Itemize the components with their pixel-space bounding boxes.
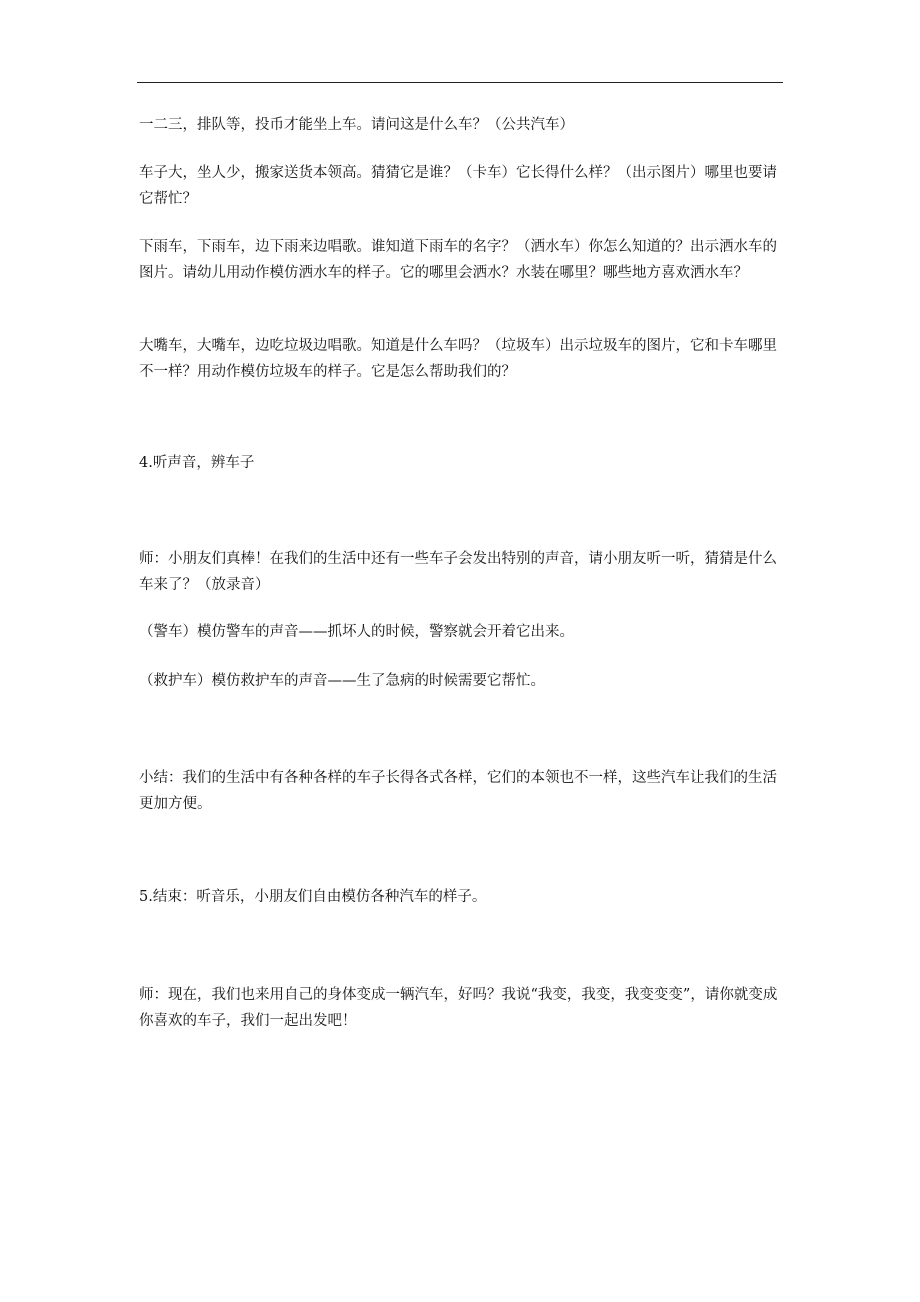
section-heading-listen-sounds: 4.听声音，辨车子 — [139, 455, 255, 471]
paragraph-sprinkler-riddle: 下雨车，下雨车，边下雨来边唱歌。谁知道下雨车的名字？（洒水车）你怎么知道的？出示洒水车的图片。请幼儿用动作模仿洒水车的样子。它的哪里会洒水？水装在哪里？哪些地方喜欢洒水车？ — [139, 239, 777, 281]
paragraph-teacher-closing: 师：现在，我们也来用自己的身体变成一辆汽车，好吗？我说“我变，我变，我变变变”，请你就变成你喜欢的车子，我们一起出发吧！ — [139, 987, 778, 1029]
paragraph-summary: 小结：我们的生活中有各种各样的车子长得各式各样，它们的本领也不一样，这些汽车让我们的生活更加方便。 — [139, 770, 777, 812]
paragraph-teacher-listen: 师：小朋友们真棒！在我们的生活中还有一些车子会发出特别的声音，请小朋友听一听，猜猜是什么车来了？（放录音） — [139, 551, 777, 593]
paragraph-truck-riddle: 车子大，坐人少，搬家送货本领高。猜猜它是谁？（卡车）它长得什么样？（出示图片）哪里也要请它帮忙？ — [139, 165, 777, 207]
paragraph-garbage-truck-riddle: 大嘴车，大嘴车，边吃垃圾边唱歌。知道是什么车吗？（垃圾车）出示垃圾车的图片，它和卡车哪里不一样？用动作模仿垃圾车的样子。它是怎么帮助我们的？ — [139, 338, 777, 380]
paragraph-police-car: （警车）模仿警车的声音——抓坏人的时候，警察就会开着它出来。 — [139, 624, 574, 640]
header-rule — [137, 82, 783, 83]
paragraph-bus-riddle: 一二三，排队等，投币才能坐上车。请问这是什么车？（公共汽车） — [139, 117, 574, 133]
section-heading-ending: 5.结束：听音乐，小朋友们自由模仿各种汽车的样子。 — [139, 889, 487, 905]
paragraph-ambulance: （救护车）模仿救护车的声音——生了急病的时候需要它帮忙。 — [139, 673, 545, 689]
